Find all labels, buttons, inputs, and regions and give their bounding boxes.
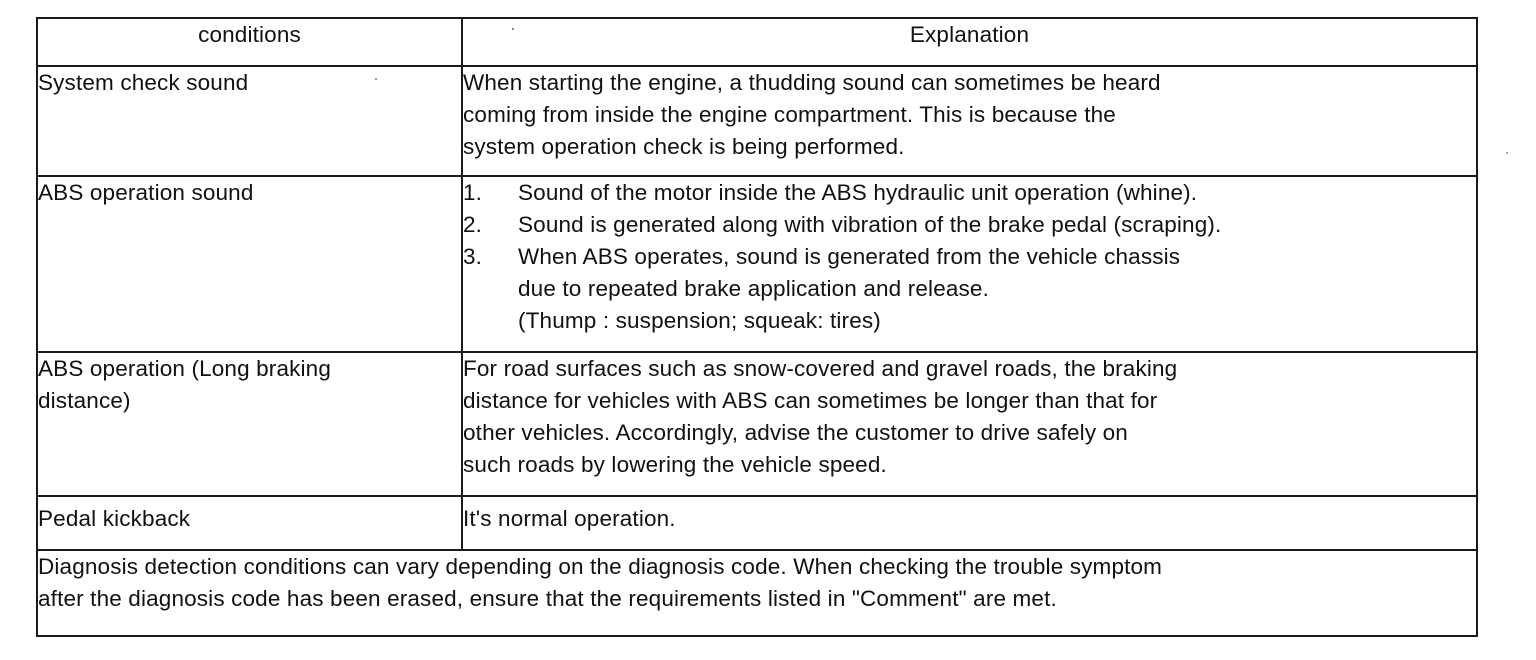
condition-text: ABS operation sound — [38, 180, 254, 205]
footer-note-cell — [37, 550, 1477, 636]
table-row — [37, 66, 1477, 176]
condition-cell — [37, 176, 462, 352]
list-item — [463, 209, 1476, 241]
footer-row — [37, 550, 1477, 636]
step-text: Sound is generated along with vibration of the brake pedal (scraping). — [518, 212, 1222, 237]
explanation-text: When starting the engine, a thudding sound can sometimes be heard — [463, 70, 1161, 95]
footer-note-text: after the diagnosis code has been erased, ensure that the requirements listed in "Comment" are met. — [38, 586, 1057, 611]
header-conditions: conditions — [37, 18, 462, 66]
condition-cell — [37, 496, 462, 550]
explanation-text: coming from inside the engine compartment. This is because the — [463, 102, 1116, 127]
explanation-text: For road surfaces such as snow-covered and gravel roads, the braking — [463, 356, 1178, 381]
explanation-text: such roads by lowering the vehicle speed. — [463, 452, 887, 477]
table-row — [37, 496, 1477, 550]
step-text: When ABS operates, sound is generated from the vehicle chassis — [518, 244, 1181, 269]
table-row — [37, 352, 1477, 496]
step-number: 2. — [463, 212, 483, 237]
condition-cell — [37, 352, 462, 496]
list-item — [463, 241, 1476, 337]
scan-speck — [1506, 152, 1508, 154]
list-item — [463, 177, 1476, 209]
header-explanation: Explanation — [462, 18, 1477, 66]
condition-text: System check sound — [38, 70, 249, 95]
explanation-text: other vehicles. Accordingly, advise the customer to drive safely on — [463, 420, 1128, 445]
explanation-cell — [462, 496, 1477, 550]
steps-list — [463, 177, 1476, 337]
condition-text: ABS operation (Long braking — [38, 356, 331, 381]
header-row — [37, 18, 1477, 66]
step-text: due to repeated brake application and release. — [518, 276, 989, 301]
explanation-cell — [462, 66, 1477, 176]
explanation-text: system operation check is being performed. — [463, 134, 905, 159]
explanation-text: distance for vehicles with ABS can sometimes be longer than that for — [463, 388, 1158, 413]
step-number: 1. — [463, 180, 483, 205]
table-row — [37, 176, 1477, 352]
condition-cell — [37, 66, 462, 176]
step-number: 3. — [463, 244, 483, 269]
step-text: (Thump : suspension; squeak: tires) — [518, 308, 881, 333]
condition-text: Pedal kickback — [38, 506, 191, 531]
explanation-cell — [462, 352, 1477, 496]
footer-note-text: Diagnosis detection conditions can vary depending on the diagnosis code. When checking the trouble symptom — [38, 554, 1163, 579]
step-text: Sound of the motor inside the ABS hydraulic unit operation (whine). — [518, 180, 1198, 205]
explanation-text: It's normal operation. — [463, 506, 676, 531]
condition-text: distance) — [38, 388, 131, 413]
conditions-table — [36, 17, 1478, 637]
explanation-cell — [462, 176, 1477, 352]
